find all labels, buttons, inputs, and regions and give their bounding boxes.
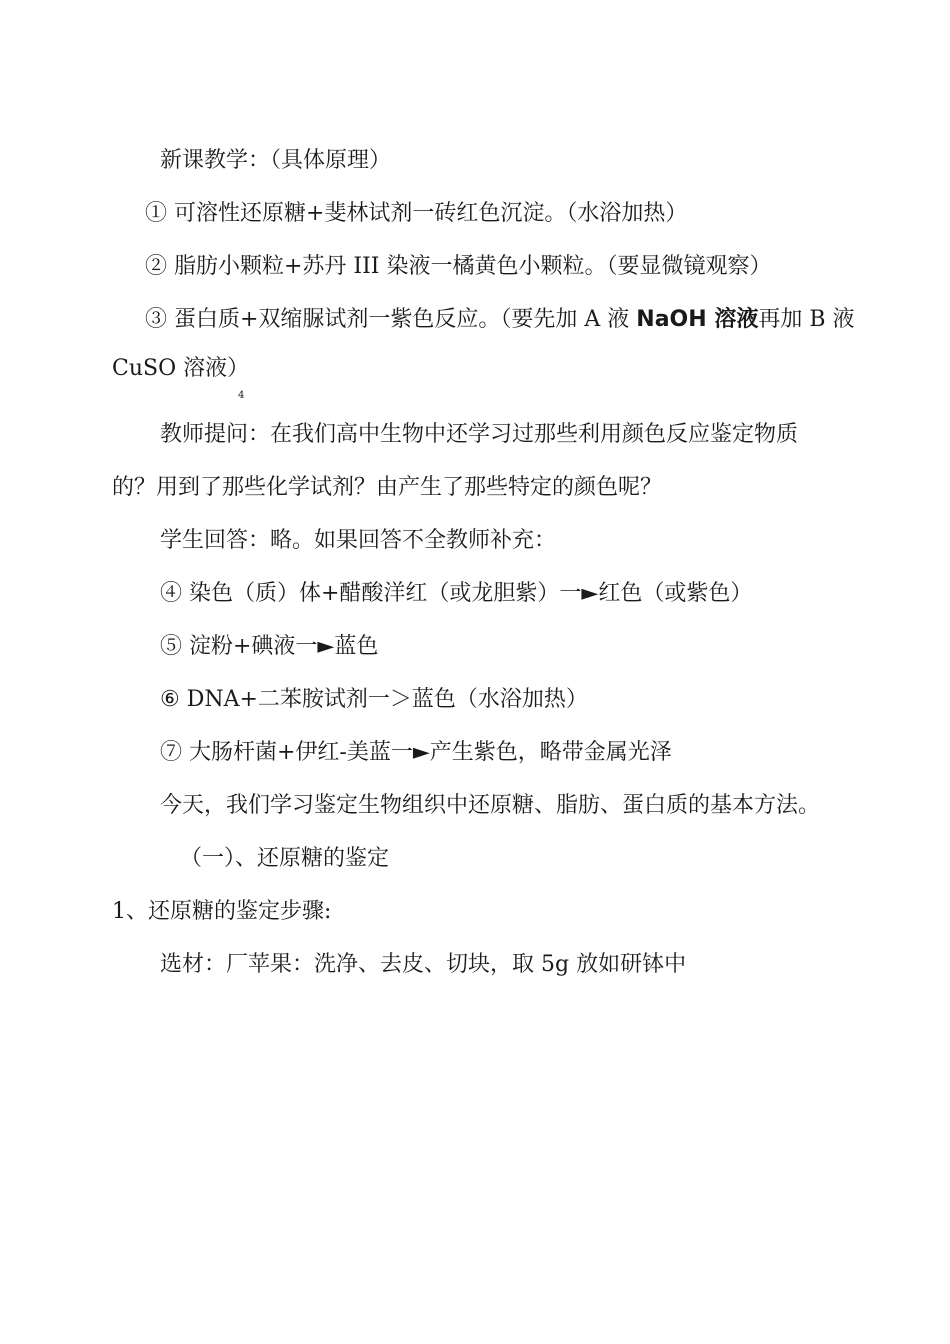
teacher-question-line-1: 教师提问：在我们高中生物中还学习过那些利用颜色反应鉴定物质 bbox=[160, 422, 799, 447]
principle-item-2: ② 脂肪小颗粒+苏丹 III 染液一橘黄色小颗粒。（要显微镜观察） bbox=[145, 254, 772, 279]
subscript-4: 4 bbox=[238, 390, 245, 401]
cuso-solution-line: CuSO 溶液） bbox=[112, 356, 250, 381]
supplement-item-6: ⑥ DNA+二苯胺试剂一＞蓝色（水浴加热） bbox=[160, 687, 588, 712]
principle-item-3-tail: 再加 B 液 bbox=[758, 307, 855, 332]
principle-item-1: ① 可溶性还原糖+斐林试剂一砖红色沉淀。（水浴加热） bbox=[145, 201, 688, 226]
principle-item-3 bbox=[145, 305, 855, 335]
heading-new-lesson: 新课教学：（具体原理） bbox=[160, 148, 392, 173]
supplement-item-7: ⑦ 大肠杆菌+伊红-美蓝一►产生紫色，略带金属光泽 bbox=[160, 740, 672, 765]
naoh-solution-text: NaOH 溶液 bbox=[636, 307, 759, 332]
material-selection: 选材：厂苹果：洗净、去皮、切块，取 5g 放如研钵中 bbox=[160, 952, 687, 977]
supplement-item-4: ④ 染色（质）体+醋酸洋红（或龙胆紫）一►红色（或紫色） bbox=[160, 581, 753, 606]
teacher-question-line-2: 的？用到了那些化学试剂？由产生了那些特定的颜色呢？ bbox=[112, 475, 663, 500]
supplement-item-5: ⑤ 淀粉+碘液一►蓝色 bbox=[160, 634, 379, 659]
principle-item-3-text: ③ 蛋白质+双缩脲试剂一紫色反应。（要先加 A 液 bbox=[145, 307, 637, 332]
step-heading: 1、还原糖的鉴定步骤: bbox=[112, 899, 332, 924]
section-heading-reducing-sugar: （一）、还原糖的鉴定 bbox=[180, 846, 390, 871]
today-intro: 今天，我们学习鉴定生物组织中还原糖、脂肪、蛋白质的基本方法。 bbox=[160, 793, 821, 818]
student-answer: 学生回答：略。如果回答不全教师补充： bbox=[160, 528, 557, 553]
